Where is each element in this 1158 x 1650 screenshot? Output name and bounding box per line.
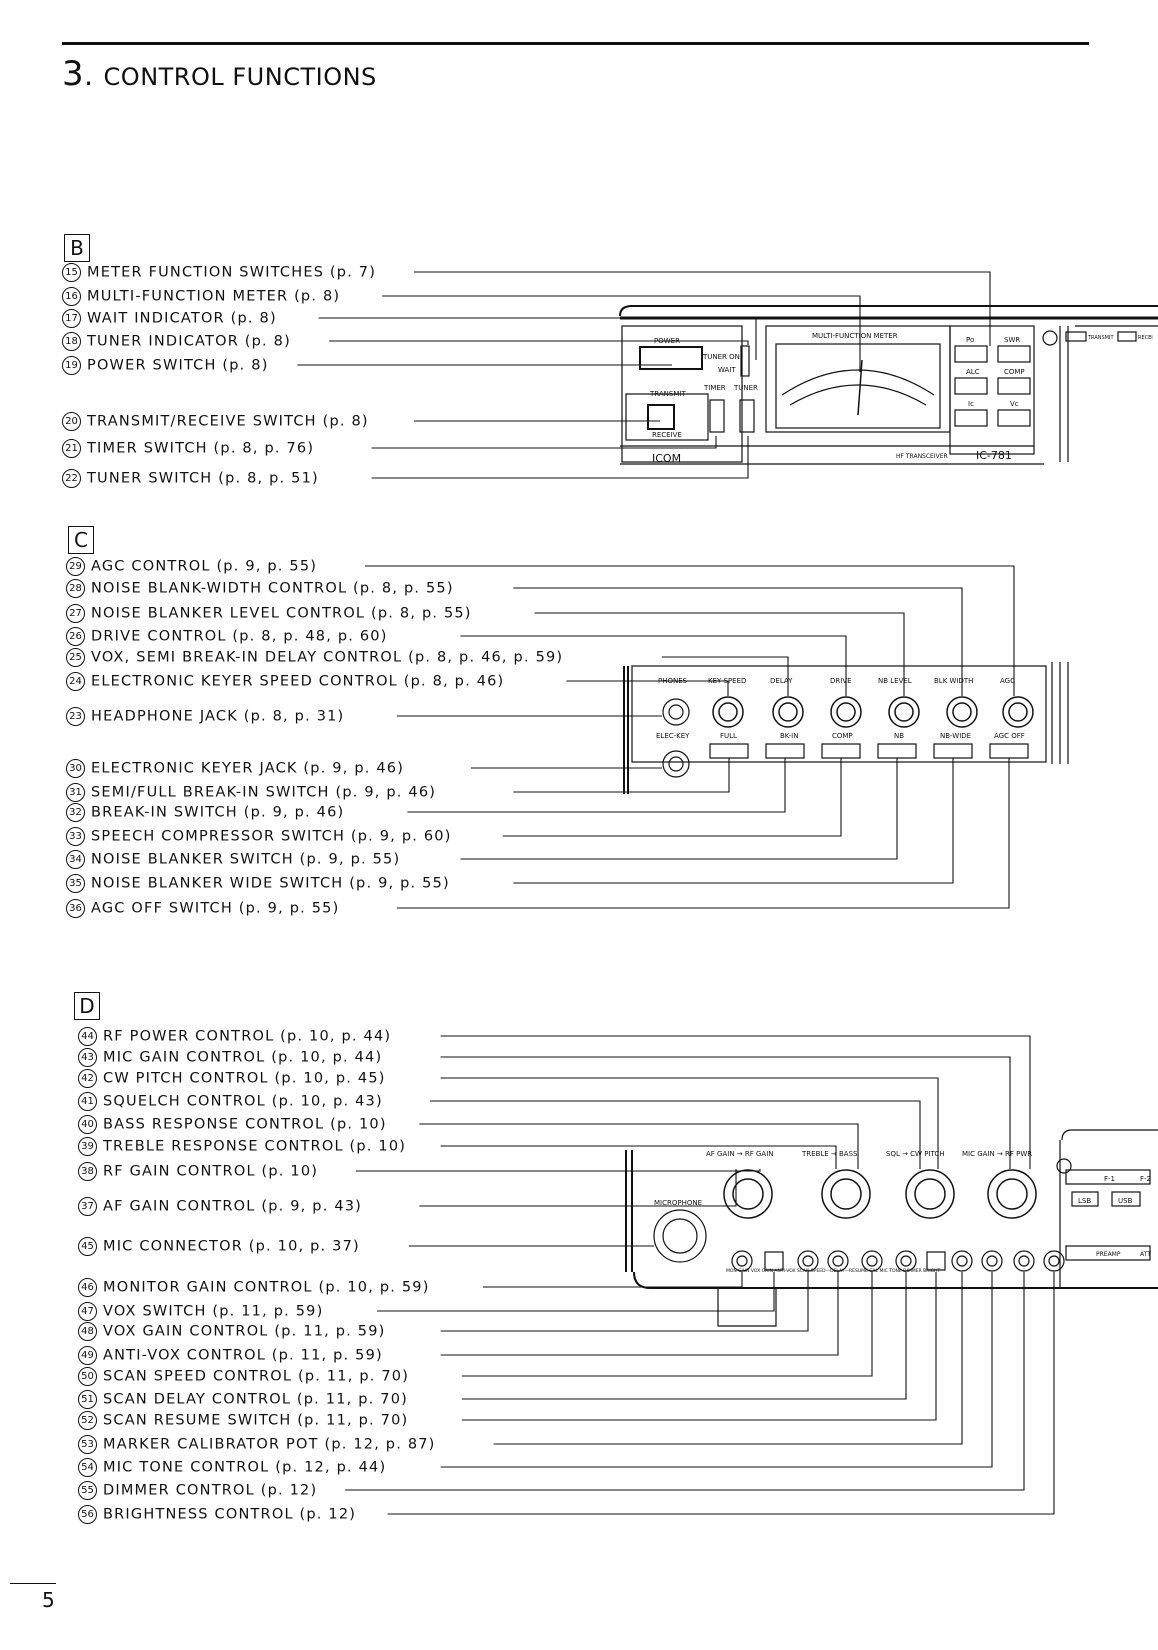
comp-switch <box>822 744 860 758</box>
callout-number: 35 <box>66 874 85 893</box>
svg-text:BLK WIDTH: BLK WIDTH <box>934 677 974 685</box>
svg-text:ATT: ATT <box>1140 1251 1151 1258</box>
callout-label: HEADPHONE JACK (p. 8, p. 31) <box>91 708 345 725</box>
headphone-jack <box>663 699 689 725</box>
svg-text:TREBLE → BASS: TREBLE → BASS <box>802 1150 858 1158</box>
agc-off-switch <box>990 744 1028 758</box>
callout-label: VOX SWITCH (p. 11, p. 59) <box>103 1303 324 1320</box>
callout-label: VOX GAIN CONTROL (p. 11, p. 59) <box>103 1323 386 1340</box>
svg-text:MON GAIN VOX GAIN ANTI-V: MON GAIN VOX GAIN ANTI-VOX SCAN SPEED—DELAY—RESUME CAL MIC TONE DIMMER BRIGHT <box>726 1269 941 1274</box>
svg-text:TIMER: TIMER <box>704 384 726 392</box>
full-switch <box>710 744 748 758</box>
callout-number: 44 <box>78 1027 97 1046</box>
svg-text:NB LEVEL: NB LEVEL <box>878 677 912 685</box>
callout-label: TREBLE RESPONSE CONTROL (p. 10) <box>103 1138 407 1155</box>
callout-number: 54 <box>78 1458 97 1477</box>
svg-text:RECEIVE: RECEIVE <box>652 431 682 439</box>
svg-text:IC-781: IC-781 <box>976 449 1012 462</box>
callout-number: 15 <box>62 263 81 282</box>
svg-text:HF TRANSCEIVER: HF TRANSCEIVER <box>896 453 948 460</box>
callout-number: 20 <box>62 412 81 431</box>
callout-label: MIC GAIN CONTROL (p. 10, p. 44) <box>103 1049 383 1066</box>
callout-label: VOX, SEMI BREAK-IN DELAY CONTROL (p. 8, p. 46, p. 59) <box>91 649 564 666</box>
svg-text:PREAMP: PREAMP <box>1096 1251 1121 1258</box>
svg-text:F-2: F-2 <box>1140 1175 1152 1183</box>
callout-label: SEMI/FULL BREAK-IN SWITCH (p. 9, p. 46) <box>91 784 437 801</box>
callout-label: SCAN RESUME SWITCH (p. 11, p. 70) <box>103 1412 409 1429</box>
group-letter-c: C <box>68 526 94 554</box>
callout-label: RF POWER CONTROL (p. 10, p. 44) <box>103 1028 392 1045</box>
callout-number: 24 <box>66 672 85 691</box>
svg-text:ALC: ALC <box>966 368 980 376</box>
nb-switch <box>878 744 916 758</box>
svg-text:AGC OFF: AGC OFF <box>994 732 1025 740</box>
callout-label: NOISE BLANKER SWITCH (p. 9, p. 55) <box>91 851 401 868</box>
callout-number: 51 <box>78 1390 97 1409</box>
callout-number: 42 <box>78 1069 97 1088</box>
callout-number: 34 <box>66 850 85 869</box>
callout-number: 21 <box>62 439 81 458</box>
svg-text:RECEI: RECEI <box>1138 335 1153 341</box>
callout-label: BRIGHTNESS CONTROL (p. 12) <box>103 1506 357 1523</box>
svg-text:SQL → CW PITCH: SQL → CW PITCH <box>886 1150 945 1158</box>
callout-label: TUNER INDICATOR (p. 8) <box>87 333 291 350</box>
callout-label: MIC CONNECTOR (p. 10, p. 37) <box>103 1238 360 1255</box>
callout-number: 30 <box>66 759 85 778</box>
svg-text:POWER: POWER <box>654 337 680 345</box>
ic-switch <box>955 410 987 426</box>
callout-label: MIC TONE CONTROL (p. 12, p. 44) <box>103 1459 387 1476</box>
meter-switch-panel <box>950 326 1034 454</box>
callout-number: 23 <box>66 707 85 726</box>
callout-number: 22 <box>62 469 81 488</box>
svg-text:MIC GAIN → RF PWR: MIC GAIN → RF PWR <box>962 1150 1033 1158</box>
section-number: 3 <box>62 54 85 94</box>
callout-number: 33 <box>66 827 85 846</box>
bk-in-switch <box>766 744 804 758</box>
svg-text:FULL: FULL <box>720 732 737 740</box>
callout-label: MARKER CALIBRATOR POT (p. 12, p. 87) <box>103 1436 436 1453</box>
nb-wide-switch <box>934 744 972 758</box>
svg-text:DRIVE: DRIVE <box>830 677 852 685</box>
svg-text:USB: USB <box>1118 1197 1133 1205</box>
callout-label: RF GAIN CONTROL (p. 10) <box>103 1163 319 1180</box>
callout-label: SCAN DELAY CONTROL (p. 11, p. 70) <box>103 1391 408 1408</box>
callout-number: 50 <box>78 1367 97 1386</box>
page-number-rule <box>10 1583 56 1584</box>
section-title: CONTROL FUNCTIONS <box>103 63 377 91</box>
callout-number: 49 <box>78 1346 97 1365</box>
svg-text:Po: Po <box>966 336 975 344</box>
callout-label: MULTI-FUNCTION METER (p. 8) <box>87 288 341 305</box>
alc-switch <box>955 378 987 394</box>
callout-label: DIMMER CONTROL (p. 12) <box>103 1482 318 1499</box>
svg-text:AF GAIN → RF GAIN: AF GAIN → RF GAIN <box>706 1150 774 1158</box>
power-switch <box>640 347 702 369</box>
svg-text:KEY SPEED: KEY SPEED <box>708 677 747 685</box>
callout-number: 32 <box>66 803 85 822</box>
callout-label: WAIT INDICATOR (p. 8) <box>87 310 277 327</box>
svg-text:MULTI-FUNCTION METER: MULTI-FUNCTION METER <box>812 332 898 340</box>
callout-number: 43 <box>78 1048 97 1067</box>
callout-number: 18 <box>62 332 81 351</box>
svg-text:TUNER: TUNER <box>734 384 758 392</box>
callout-label: TUNER SWITCH (p. 8, p. 51) <box>87 470 319 487</box>
callout-label: AGC OFF SWITCH (p. 9, p. 55) <box>91 900 340 917</box>
po-switch <box>955 346 987 362</box>
callout-number: 47 <box>78 1302 97 1321</box>
callout-number: 40 <box>78 1115 97 1134</box>
swr-switch <box>998 346 1030 362</box>
callout-label: NOISE BLANK-WIDTH CONTROL (p. 8, p. 55) <box>91 580 454 597</box>
multi-function-meter <box>776 344 940 428</box>
svg-text:PHONES: PHONES <box>658 677 688 685</box>
callout-number: 31 <box>66 783 85 802</box>
svg-text:COMP: COMP <box>1004 368 1025 376</box>
callout-number: 16 <box>62 287 81 306</box>
callout-label: TRANSMIT/RECEIVE SWITCH (p. 8) <box>87 413 369 430</box>
group-letter-b: B <box>64 234 90 262</box>
svg-text:LSB: LSB <box>1078 1197 1092 1205</box>
svg-text:TRANSMIT: TRANSMIT <box>1088 335 1114 341</box>
vc-switch <box>998 410 1030 426</box>
svg-text:COMP: COMP <box>832 732 853 740</box>
callout-number: 45 <box>78 1237 97 1256</box>
callout-number: 27 <box>66 604 85 623</box>
callout-number: 41 <box>78 1092 97 1111</box>
callout-label: NOISE BLANKER LEVEL CONTROL (p. 8, p. 55) <box>91 605 472 622</box>
keyer-jack <box>663 751 689 777</box>
callout-label: SCAN SPEED CONTROL (p. 11, p. 70) <box>103 1368 410 1385</box>
svg-text:ELEC-KEY: ELEC-KEY <box>656 732 690 740</box>
callout-number: 37 <box>78 1197 97 1216</box>
page-number: 5 <box>42 1588 55 1612</box>
callout-number: 28 <box>66 579 85 598</box>
callout-number: 36 <box>66 899 85 918</box>
svg-text:NB-WIDE: NB-WIDE <box>940 732 972 740</box>
callout-number: 46 <box>78 1278 97 1297</box>
callout-label: BASS RESPONSE CONTROL (p. 10) <box>103 1116 387 1133</box>
callout-label: SPEECH COMPRESSOR SWITCH (p. 9, p. 60) <box>91 828 452 845</box>
callout-label: NOISE BLANKER WIDE SWITCH (p. 9, p. 55) <box>91 875 450 892</box>
svg-text:BK-IN: BK-IN <box>780 732 799 740</box>
callout-number: 56 <box>78 1505 97 1524</box>
group-letter-d: D <box>74 992 100 1020</box>
callout-label: TIMER SWITCH (p. 8, p. 76) <box>87 440 315 457</box>
svg-text:TUNER ON: TUNER ON <box>703 353 740 361</box>
callout-number: 55 <box>78 1481 97 1500</box>
svg-text:F-1: F-1 <box>1104 1175 1116 1183</box>
svg-text:WAIT: WAIT <box>718 366 736 374</box>
callout-label: AGC CONTROL (p. 9, p. 55) <box>91 558 318 575</box>
timer-switch <box>710 400 724 432</box>
callout-label: ELECTRONIC KEYER SPEED CONTROL (p. 8, p. 46) <box>91 673 505 690</box>
callout-number: 39 <box>78 1137 97 1156</box>
svg-text:ICOM: ICOM <box>652 452 682 465</box>
callout-label: METER FUNCTION SWITCHES (p. 7) <box>87 264 377 281</box>
callout-label: BREAK-IN SWITCH (p. 9, p. 46) <box>91 804 345 821</box>
callout-number: 48 <box>78 1322 97 1341</box>
svg-text:AGC: AGC <box>1000 677 1015 685</box>
callout-label: CW PITCH CONTROL (p. 10, p. 45) <box>103 1070 386 1087</box>
svg-text:Ic: Ic <box>968 400 974 408</box>
callout-number: 53 <box>78 1435 97 1454</box>
svg-text:NB: NB <box>894 732 905 740</box>
svg-text:TRANSMIT: TRANSMIT <box>650 390 686 398</box>
callout-label: SQUELCH CONTROL (p. 10, p. 43) <box>103 1093 383 1110</box>
callout-number: 52 <box>78 1411 97 1430</box>
callout-number: 19 <box>62 356 81 375</box>
section-heading: 3. CONTROL FUNCTIONS <box>62 54 377 94</box>
callout-number: 26 <box>66 627 85 646</box>
callout-label: ANTI-VOX CONTROL (p. 11, p. 59) <box>103 1347 383 1364</box>
callout-label: DRIVE CONTROL (p. 8, p. 48, p. 60) <box>91 628 388 645</box>
callout-label: MONITOR GAIN CONTROL (p. 10, p. 59) <box>103 1279 430 1296</box>
callout-label: ELECTRONIC KEYER JACK (p. 9, p. 46) <box>91 760 405 777</box>
comp-switch <box>998 378 1030 394</box>
callout-number: 17 <box>62 309 81 328</box>
mic-connector <box>654 1210 706 1262</box>
callout-number: 29 <box>66 557 85 576</box>
svg-text:SWR: SWR <box>1004 336 1021 344</box>
callout-number: 25 <box>66 648 85 667</box>
callout-label: POWER SWITCH (p. 8) <box>87 357 269 374</box>
svg-text:MICROPHONE: MICROPHONE <box>654 1199 703 1207</box>
callout-number: 38 <box>78 1162 97 1181</box>
callout-label: AF GAIN CONTROL (p. 9, p. 43) <box>103 1198 363 1215</box>
svg-text:DELAY: DELAY <box>770 677 793 685</box>
svg-text:Vc: Vc <box>1010 400 1019 408</box>
meter-frame <box>766 326 950 432</box>
